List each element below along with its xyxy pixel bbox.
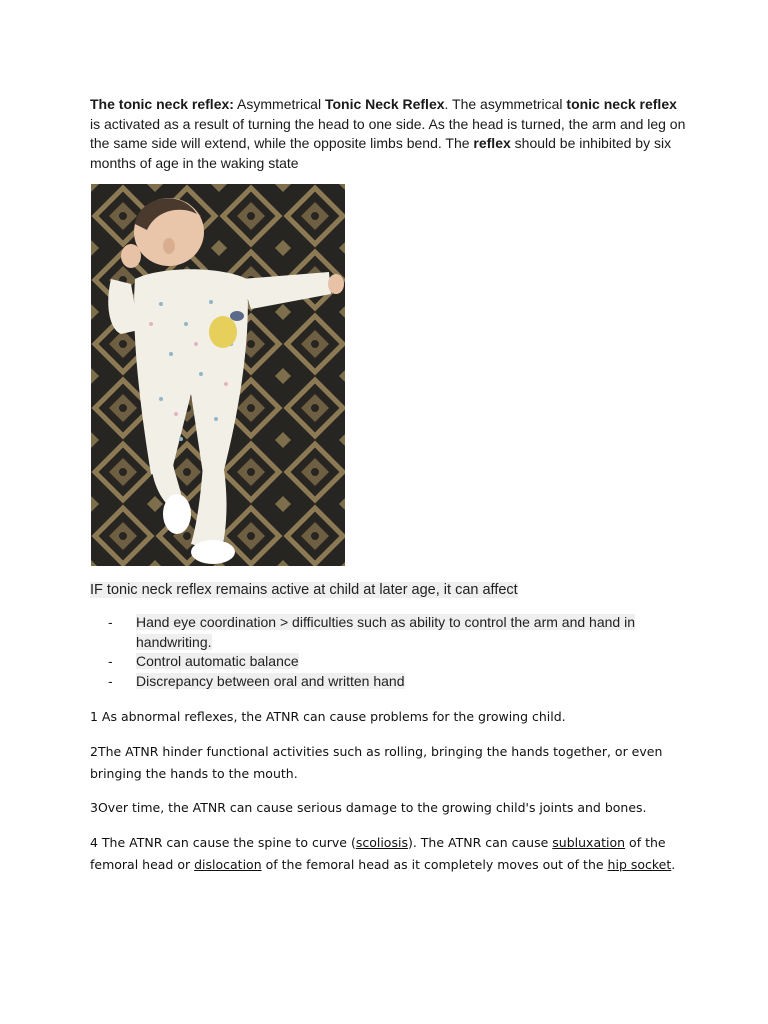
list-item (108, 613, 668, 652)
list-item (108, 652, 668, 672)
list-item-text: Control automatic balance (136, 653, 299, 669)
intro-text-2: . The asymmetrical (444, 96, 567, 112)
intro-bold-2: tonic neck reflex (566, 96, 677, 112)
point-4-text-e: . (671, 857, 676, 872)
point-4-text-a: 4 The ATNR can cause the spine to curve ( (90, 835, 356, 850)
point-4-text-c: of the femoral head or (90, 835, 666, 872)
intro-bold-1: Tonic Neck Reflex (324, 96, 445, 112)
dislocation-link[interactable]: dislocation (194, 857, 262, 872)
point-4-text-d: of the femoral head as it completely moves out of the (261, 857, 608, 872)
scoliosis-link[interactable]: scoliosis (355, 835, 408, 850)
affect-list (108, 613, 668, 691)
point-3: 3Over time, the ATNR can cause serious damage to the growing child's joints and bones. (90, 800, 647, 815)
point-2: 2The ATNR hinder functional activities such as rolling, bringing the hands together, or even bringing the hands to the mouth. (90, 744, 663, 781)
list-dash: - (108, 614, 113, 630)
list-item-text: Hand eye coordination > difficulties such as ability to control the arm and hand in handwriting. (136, 614, 635, 650)
baby-atnr-photo (91, 184, 345, 566)
baby-photo-illustration (91, 184, 345, 566)
list-dash: - (108, 672, 113, 689)
affect-heading-text: IF tonic neck reflex remains active at child at later age, it can affect (90, 582, 518, 598)
intro-bold-3: reflex (473, 135, 511, 151)
intro-text-4: should be inhibited by six months of age in the waking state (90, 135, 672, 171)
affect-heading (90, 582, 690, 598)
hip-socket-link[interactable]: hip socket (607, 857, 672, 872)
intro-text-1: Asymmetrical (233, 96, 325, 112)
intro-paragraph (90, 95, 690, 173)
subluxation-link[interactable]: subluxation (552, 835, 626, 850)
list-item-text: Discrepancy between oral and written hand (136, 672, 405, 689)
list-item (108, 672, 668, 692)
point-4-text-b: ). The ATNR can cause (407, 835, 553, 850)
list-dash: - (108, 653, 113, 669)
point-1: 1 As abnormal reflexes, the ATNR can cause problems for the growing child. (90, 709, 566, 724)
point-4 (90, 832, 690, 876)
intro-lead: The tonic neck reflex: (90, 96, 234, 112)
intro-text-3: is activated as a result of turning the head to one side. As the head is turned, the arm and leg on the same side will extend, while the opposite limbs bend. The (90, 115, 686, 151)
